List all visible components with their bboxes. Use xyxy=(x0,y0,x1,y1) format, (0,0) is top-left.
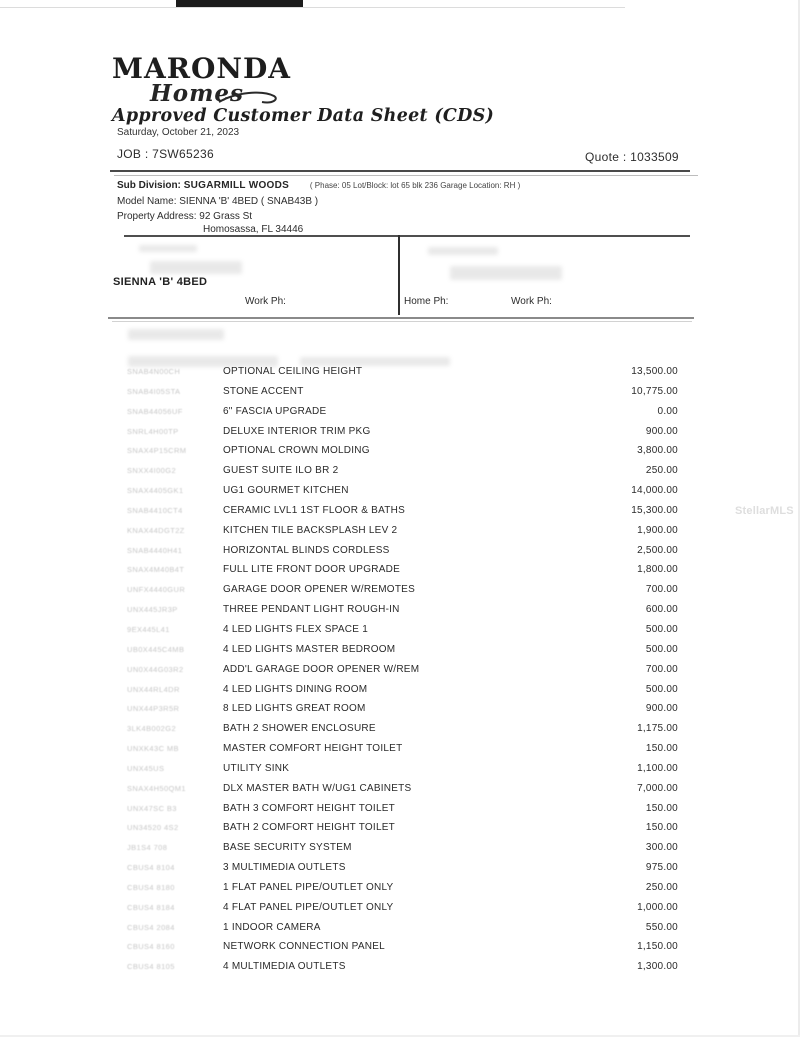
option-amount: 300.00 xyxy=(645,842,678,854)
redacted-text xyxy=(139,245,197,252)
option-amount: 1,300.00 xyxy=(637,961,678,973)
option-amount: 7,000.00 xyxy=(637,782,678,794)
option-description: 4 FLAT PANEL PIPE/OUTLET ONLY xyxy=(223,901,394,913)
option-description: DELUXE INTERIOR TRIM PKG xyxy=(223,425,371,437)
subdivision-value: SUGARMILL WOODS xyxy=(183,180,290,191)
table-row xyxy=(110,423,690,443)
option-amount: 15,300.00 xyxy=(631,504,678,516)
table-row xyxy=(110,542,690,562)
option-code: CBUS4 8104 xyxy=(127,863,175,873)
option-amount: 14,000.00 xyxy=(631,485,678,497)
option-description: 6" FASCIA UPGRADE xyxy=(223,405,327,417)
table-row xyxy=(110,641,690,661)
table-row xyxy=(110,700,690,720)
buyer-model-name: SIENNA 'B' 4BED xyxy=(113,276,208,288)
phase-lot-block-info: ( Phase: 05 Lot/Block: lot 65 blk 236 Garage Location: RH ) xyxy=(309,181,521,190)
table-row xyxy=(110,819,690,839)
table-row xyxy=(110,938,690,958)
option-code: SNAB4410CT4 xyxy=(127,505,183,515)
option-amount: 550.00 xyxy=(645,921,678,933)
option-description: 1 FLAT PANEL PIPE/OUTLET ONLY xyxy=(223,881,394,893)
document-title: Approved Customer Data Sheet (CDS) xyxy=(112,106,495,126)
divider xyxy=(108,317,694,319)
option-amount: 900.00 xyxy=(645,703,678,715)
home-phone-label: Home Ph: xyxy=(404,296,449,307)
option-description: 3 MULTIMEDIA OUTLETS xyxy=(223,862,346,874)
option-amount: 150.00 xyxy=(645,743,678,755)
option-code: SNAB4I05STA xyxy=(127,386,181,396)
table-row xyxy=(110,442,690,462)
redacted-text xyxy=(150,261,242,274)
redacted-text xyxy=(128,329,224,340)
option-code: SNXX4I00G2 xyxy=(127,466,177,476)
option-description: 1 INDOOR CAMERA xyxy=(223,921,321,933)
option-description: HORIZONTAL BLINDS CORDLESS xyxy=(223,544,390,556)
option-amount: 1,100.00 xyxy=(637,762,678,774)
option-amount: 250.00 xyxy=(645,881,678,893)
option-description: UG1 GOURMET KITCHEN xyxy=(223,485,349,497)
table-row xyxy=(110,601,690,621)
option-amount: 500.00 xyxy=(645,623,678,635)
option-description: MASTER COMFORT HEIGHT TOILET xyxy=(223,743,403,755)
table-row xyxy=(110,502,690,522)
option-amount: 150.00 xyxy=(645,822,678,834)
table-row xyxy=(110,462,690,482)
divider xyxy=(124,235,690,237)
buyer-section-divider xyxy=(398,235,400,315)
scan-artifact-line xyxy=(0,7,625,8)
option-code: SNRL4H00TP xyxy=(127,426,179,436)
option-description: UTILITY SINK xyxy=(223,762,290,774)
table-row xyxy=(110,561,690,581)
option-description: THREE PENDANT LIGHT ROUGH-IN xyxy=(223,604,400,616)
table-row xyxy=(110,800,690,820)
maronda-logo: MARONDA xyxy=(112,52,291,85)
option-code: SNAX4P15CRM xyxy=(127,446,187,456)
option-code: UNX44P3R5R xyxy=(127,704,180,714)
option-code: JB1S4 708 xyxy=(127,843,168,853)
option-code: CBUS4 8184 xyxy=(127,902,175,912)
option-code: SNAX4H50QM1 xyxy=(127,783,187,793)
job-number: JOB : 7SW65236 xyxy=(117,147,214,161)
option-amount: 250.00 xyxy=(645,465,678,477)
work-phone-label-2: Work Ph: xyxy=(511,296,552,307)
table-row xyxy=(110,879,690,899)
option-code: UNX47SC B3 xyxy=(127,803,177,813)
option-amount: 2,500.00 xyxy=(637,544,678,556)
table-row xyxy=(110,958,690,978)
divider xyxy=(114,175,698,176)
option-code: UB0X445C4MB xyxy=(127,644,185,654)
options-table-body xyxy=(110,363,690,978)
option-description: BASE SECURITY SYSTEM xyxy=(223,842,352,854)
subdivision-label: Sub Division: xyxy=(117,180,181,191)
table-row xyxy=(110,760,690,780)
maronda-logo-tagline: Homes xyxy=(150,80,244,107)
option-amount: 500.00 xyxy=(645,643,678,655)
table-row xyxy=(110,363,690,383)
option-description: BATH 3 COMFORT HEIGHT TOILET xyxy=(223,802,396,814)
option-code: CBUS4 8180 xyxy=(127,882,175,892)
option-amount: 700.00 xyxy=(645,663,678,675)
option-code: UN0X44G03R2 xyxy=(127,664,184,674)
option-amount: 10,775.00 xyxy=(631,385,678,397)
option-amount: 900.00 xyxy=(645,425,678,437)
redacted-text xyxy=(428,247,498,255)
option-code: SNAB4N00CH xyxy=(127,367,181,376)
option-description: 8 LED LIGHTS GREAT ROOM xyxy=(223,703,366,715)
option-code: UNX45US xyxy=(127,763,165,773)
option-description: 4 LED LIGHTS FLEX SPACE 1 xyxy=(223,623,369,635)
option-code: SNAB4440H41 xyxy=(127,545,183,555)
option-code: CBUS4 2084 xyxy=(127,922,175,932)
option-description: DLX MASTER BATH W/UG1 CABINETS xyxy=(223,782,412,794)
option-code: UNFX4440GUR xyxy=(127,585,186,595)
option-code: KNAX44DGT2Z xyxy=(127,525,185,535)
option-code: UNX445JR3P xyxy=(127,605,178,615)
document-date: Saturday, October 21, 2023 xyxy=(117,127,240,138)
option-code: CBUS4 8160 xyxy=(127,942,175,952)
scan-artifact-bar xyxy=(176,0,303,7)
option-description: 4 MULTIMEDIA OUTLETS xyxy=(223,961,346,973)
table-row xyxy=(110,482,690,502)
option-description: BATH 2 COMFORT HEIGHT TOILET xyxy=(223,822,396,834)
option-amount: 1,175.00 xyxy=(637,723,678,735)
table-row xyxy=(110,899,690,919)
option-description: CERAMIC LVL1 1ST FLOOR & BATHS xyxy=(223,504,405,516)
option-description: KITCHEN TILE BACKSPLASH LEV 2 xyxy=(223,524,398,536)
option-description: ADD'L GARAGE DOOR OPENER W/REM xyxy=(223,663,420,675)
option-description: 4 LED LIGHTS DINING ROOM xyxy=(223,683,368,695)
option-code: SNAX4M40B4T xyxy=(127,565,185,575)
option-code: SNAX4405GK1 xyxy=(127,486,184,496)
option-description: 4 LED LIGHTS MASTER BEDROOM xyxy=(223,643,396,655)
option-description: FULL LITE FRONT DOOR UPGRADE xyxy=(223,564,401,576)
option-amount: 1,800.00 xyxy=(637,564,678,576)
redacted-text xyxy=(450,266,562,280)
option-amount: 1,000.00 xyxy=(637,901,678,913)
option-amount: 150.00 xyxy=(645,802,678,814)
divider xyxy=(112,321,692,322)
work-phone-label: Work Ph: xyxy=(245,296,286,307)
option-amount: 600.00 xyxy=(645,604,678,616)
option-description: STONE ACCENT xyxy=(223,385,304,397)
table-row xyxy=(110,681,690,701)
option-code: 9EX445L41 xyxy=(127,624,170,634)
table-row xyxy=(110,919,690,939)
option-description: OPTIONAL CEILING HEIGHT xyxy=(223,366,363,377)
subdivision-row xyxy=(117,180,520,191)
table-row xyxy=(110,780,690,800)
quote-number: Quote : 1033509 xyxy=(585,150,679,164)
table-row xyxy=(110,839,690,859)
option-code: 3LK4B002G2 xyxy=(127,724,177,734)
option-amount: 975.00 xyxy=(645,862,678,874)
model-name-row: Model Name: SIENNA 'B' 4BED ( SNAB43B ) xyxy=(117,196,319,207)
option-description: GARAGE DOOR OPENER W/REMOTES xyxy=(223,584,416,596)
option-description: NETWORK CONNECTION PANEL xyxy=(223,941,385,953)
property-address-row: Property Address: 92 Grass St xyxy=(117,211,253,222)
table-row xyxy=(110,581,690,601)
table-row xyxy=(110,621,690,641)
table-row xyxy=(110,661,690,681)
option-amount: 1,150.00 xyxy=(637,941,678,953)
option-description: OPTIONAL CROWN MOLDING xyxy=(223,445,370,457)
table-row xyxy=(110,383,690,403)
table-row xyxy=(110,720,690,740)
option-description: GUEST SUITE ILO BR 2 xyxy=(223,465,339,477)
option-code: UN34520 4S2 xyxy=(127,823,179,833)
table-row xyxy=(110,859,690,879)
property-address-city: Homosassa, FL 34446 xyxy=(203,224,304,235)
option-code: SNAB44056UF xyxy=(127,406,183,416)
option-code: UNXK43C MB xyxy=(127,744,179,754)
option-code: UNX44RL4DR xyxy=(127,684,180,694)
divider xyxy=(110,170,690,172)
option-amount: 0.00 xyxy=(657,405,678,417)
option-amount: 3,800.00 xyxy=(637,445,678,457)
option-amount: 500.00 xyxy=(645,683,678,695)
stellar-mls-watermark: StellarMLS xyxy=(735,505,794,517)
option-code: CBUS4 8105 xyxy=(127,962,175,972)
table-row xyxy=(110,522,690,542)
option-amount: 1,900.00 xyxy=(637,524,678,536)
option-description: BATH 2 SHOWER ENCLOSURE xyxy=(223,723,376,735)
table-row xyxy=(110,403,690,423)
option-amount: 700.00 xyxy=(645,584,678,596)
option-amount: 13,500.00 xyxy=(631,366,678,377)
table-row xyxy=(110,740,690,760)
